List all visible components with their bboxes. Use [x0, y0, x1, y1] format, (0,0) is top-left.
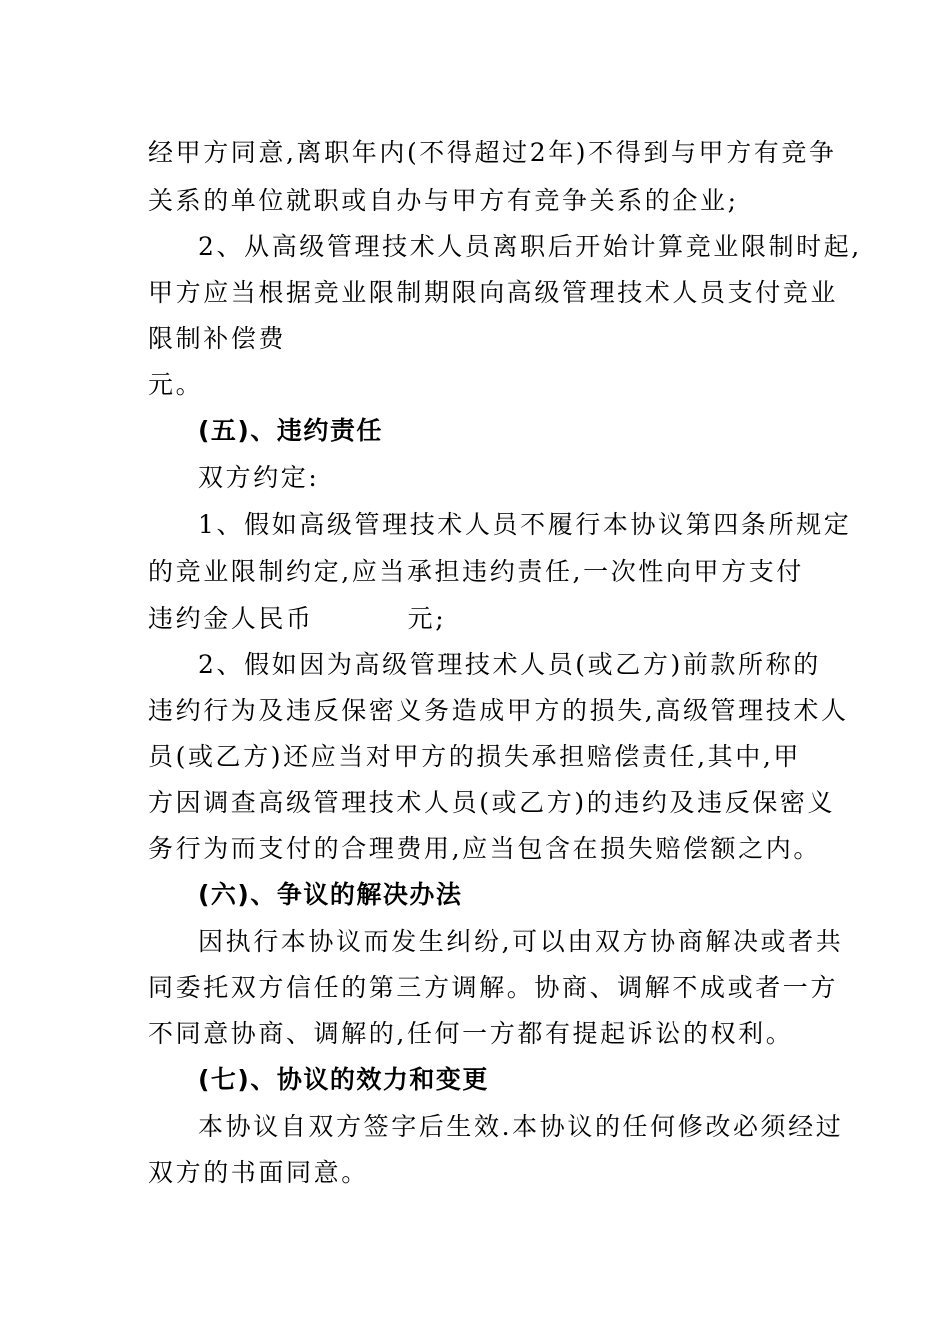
section-heading-breach: (五)、违约责任	[198, 416, 383, 445]
body-text-line: 员(或乙方)还应当对甲方的损失承担赔偿责任,其中,甲	[148, 742, 802, 771]
body-text-line: 限制补偿费	[148, 324, 287, 353]
body-text-line: 方因调查高级管理技术人员(或乙方)的违约及违反保密义	[148, 788, 836, 817]
body-text-line: 甲方应当根据竞业限制期限向高级管理技术人员支付竞业	[148, 278, 839, 307]
currency-unit: 元;	[407, 604, 447, 633]
body-text-line: 经甲方同意,离职年内(不得超过2年)不得到与甲方有竞争	[148, 138, 837, 167]
body-text-line: 务行为而支付的合理费用,应当包含在损失赔偿额之内。	[148, 834, 821, 863]
body-text-line: 双方约定:	[198, 463, 320, 492]
body-text-line: 同委托双方信任的第三方调解。协商、调解不成或者一方	[148, 973, 839, 1002]
body-text-line: 的竞业限制约定,应当承担违约责任,一次性向甲方支付	[148, 557, 804, 586]
body-text-line: 元。	[148, 370, 204, 399]
body-text-line: 本协议自双方签字后生效.本协议的任何修改必须经过	[198, 1112, 844, 1141]
penalty-label: 违约金人民币	[148, 604, 314, 633]
section-heading-dispute: (六)、争议的解决办法	[198, 880, 463, 909]
clause-2-line: 2、从高级管理技术人员离职后开始计算竞业限制时起,	[198, 232, 862, 261]
clause-2-line: 2、假如因为高级管理技术人员(或乙方)前款所称的	[198, 650, 821, 679]
penalty-amount-line	[148, 602, 446, 636]
body-text-line: 双方的书面同意。	[148, 1158, 369, 1187]
body-text-line: 关系的单位就职或自办与甲方有竞争关系的企业;	[148, 186, 739, 215]
section-heading-validity: (七)、协议的效力和变更	[198, 1065, 489, 1094]
body-text-line: 违约行为及违反保密义务造成甲方的损失,高级管理技术人	[148, 696, 849, 725]
clause-1-line: 1、假如高级管理技术人员不履行本协议第四条所规定	[198, 510, 852, 539]
body-text-line: 不同意协商、调解的,任何一方都有提起诉讼的权利。	[148, 1019, 794, 1048]
body-text-line: 因执行本协议而发生纠纷,可以由双方协商解决或者共	[198, 927, 844, 956]
